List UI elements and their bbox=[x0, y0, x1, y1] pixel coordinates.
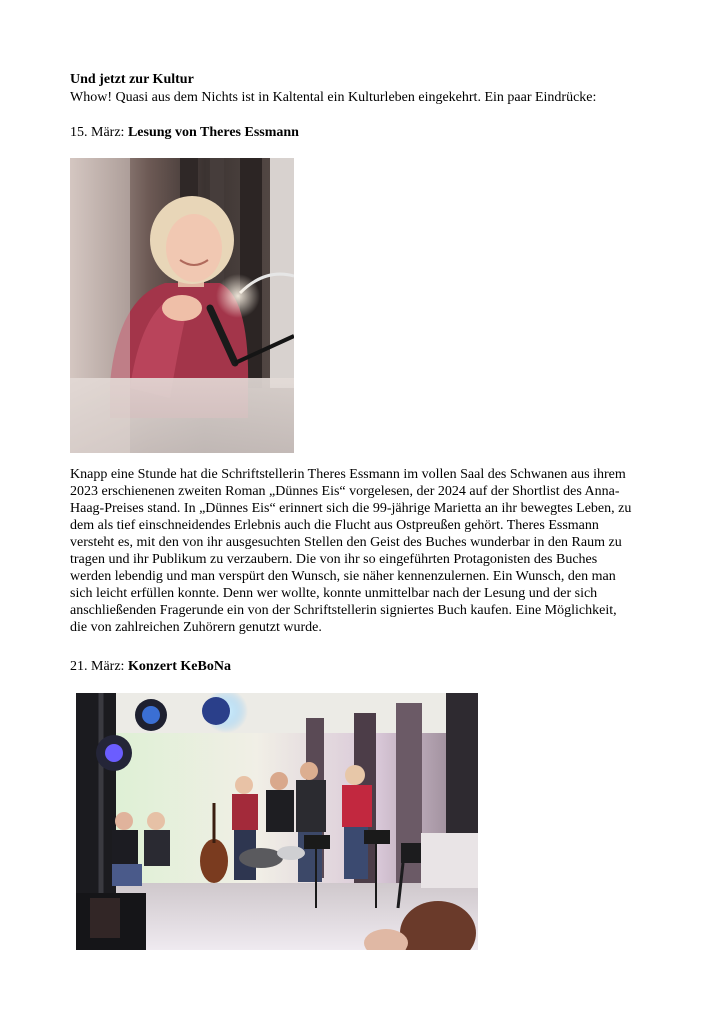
paragraph-line: versteht es, mit den von ihr ausgesuchten Stellen den Geist des Buches wunderbar in den Raum zu bbox=[70, 535, 622, 550]
reading-photo bbox=[70, 158, 294, 453]
event2-title: Konzert KeBoNa bbox=[127, 659, 231, 674]
paragraph-line: dem als tief einschneidendes Erlebnis auch die Flucht aus Ostpreußen gehört. Theres Essmann bbox=[70, 518, 599, 533]
paragraph-line: sich leicht erfüllen konnte. Denn wer wollte, konnte unmittelbar nach der Lesung und der sich bbox=[70, 586, 598, 601]
event2-heading bbox=[70, 658, 231, 675]
reading-paragraph bbox=[70, 466, 660, 636]
paragraph-line: anschließenden Fragerunde ein von der Schriftstellerin signiertes Buch kaufen. Eine Möglichkeit, bbox=[70, 603, 617, 618]
paragraph-line: Haag-Preises stand. In „Dünnes Eis“ erinnert sich die 99-jährige Marietta an ihr bewegtes Leben, zu bbox=[70, 501, 632, 516]
paragraph-line: Knapp eine Stunde hat die Schriftstellerin Theres Essmann im vollen Saal des Schwanen aus ihrem bbox=[70, 467, 626, 482]
paragraph-line: 2023 erschienenen zweiten Roman „Dünnes Eis“ vorgelesen, der 2024 auf der Shortlist des Anna- bbox=[70, 484, 620, 499]
concert-photo bbox=[76, 693, 478, 950]
concert-photo-graphic bbox=[76, 693, 478, 950]
event2-date: 21. März: bbox=[70, 659, 128, 674]
event1-title: Lesung von Theres Essmann bbox=[127, 125, 299, 140]
paragraph-line: die von zahlreichen Zuhörern genutzt wurde. bbox=[70, 620, 322, 635]
paragraph-line: werden lebendig und man verspürt den Wunsch, sie näher kennenzulernen. Ein Wunsch, den man bbox=[70, 569, 616, 584]
event1-heading bbox=[70, 124, 299, 141]
paragraph-line: tragen und ihr Publikum zu verzaubern. Die von ihr so eingeführten Protagonisten des Buches bbox=[70, 552, 598, 567]
section-heading: Und jetzt zur Kultur bbox=[70, 72, 194, 87]
reading-photo-graphic bbox=[70, 158, 294, 453]
intro-text: Whow! Quasi aus dem Nichts ist in Kaltental ein Kulturleben eingekehrt. Ein paar Eindrücke: bbox=[70, 90, 597, 105]
event1-date: 15. März: bbox=[70, 125, 128, 140]
